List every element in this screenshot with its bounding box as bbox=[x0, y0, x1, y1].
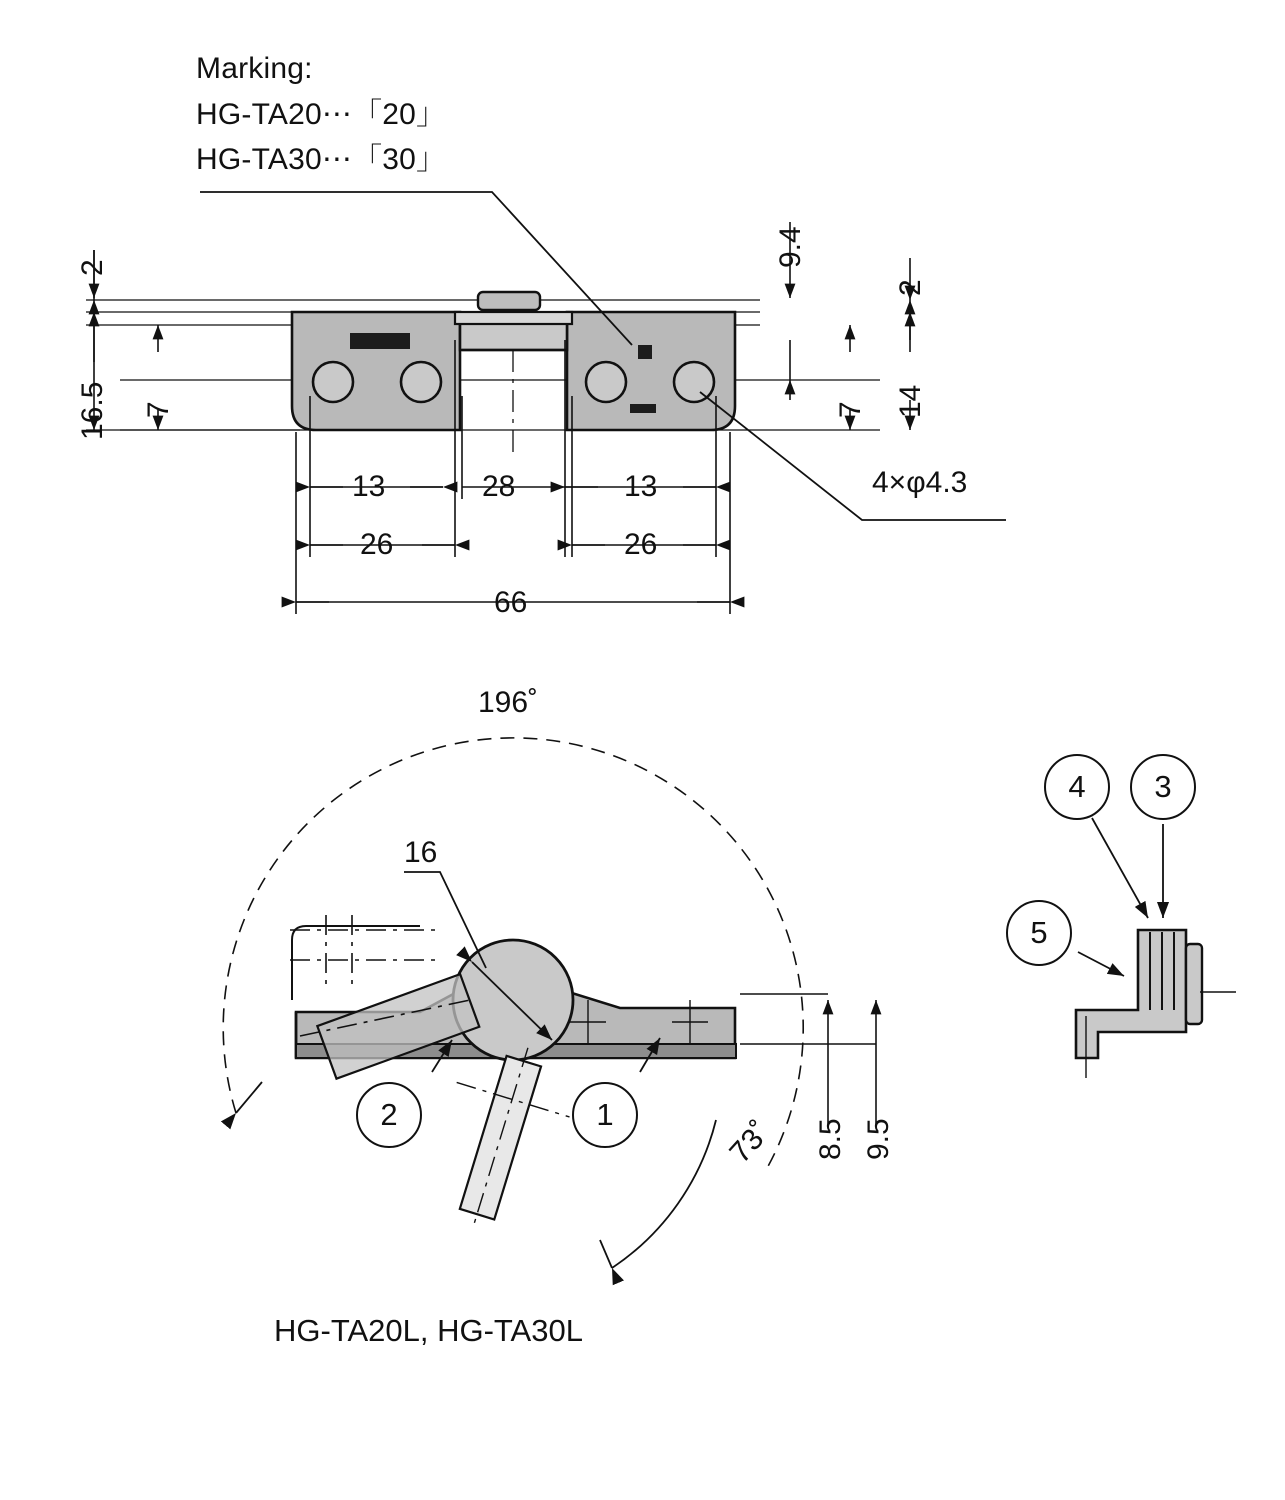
dim-16-5: 16.5 bbox=[76, 381, 109, 440]
dim-9-4: 9.4 bbox=[774, 226, 807, 268]
dim-28: 28 bbox=[482, 470, 516, 503]
marking-note-line1: Marking: bbox=[196, 52, 313, 85]
dim-66: 66 bbox=[494, 586, 528, 619]
detail-view-geometry bbox=[1076, 818, 1236, 1078]
marking-note-line2: HG-TA20⋯「20」 bbox=[196, 98, 447, 131]
dim-9-5: 9.5 bbox=[862, 1118, 895, 1160]
dim-14: 14 bbox=[894, 384, 927, 418]
balloon-5[interactable]: 5 bbox=[1006, 900, 1072, 966]
angle-close-label: 73˚ bbox=[723, 1115, 778, 1170]
marking-note-line3: HG-TA30⋯「30」 bbox=[196, 143, 447, 176]
dim-2-right: 2 bbox=[894, 279, 927, 296]
balloon-1[interactable]: 1 bbox=[572, 1082, 638, 1148]
balloon-4[interactable]: 4 bbox=[1044, 754, 1110, 820]
dim-7-right: 7 bbox=[834, 401, 867, 418]
balloon-3[interactable]: 3 bbox=[1130, 754, 1196, 820]
dim-7-left: 7 bbox=[142, 401, 175, 418]
dim-26-left: 26 bbox=[360, 528, 394, 561]
hole-callout: 4×φ4.3 bbox=[872, 466, 968, 499]
mounting-plate-profile bbox=[1076, 930, 1186, 1058]
dim-16: 16 bbox=[404, 836, 438, 869]
drawing-caption: HG-TA20L, HG-TA30L bbox=[274, 1313, 583, 1348]
dim-13-right: 13 bbox=[624, 470, 658, 503]
hinge-cup bbox=[453, 940, 573, 1060]
balloon-2[interactable]: 2 bbox=[356, 1082, 422, 1148]
dim-2-left: 2 bbox=[76, 259, 109, 276]
angle-open-label: 196˚ bbox=[478, 686, 539, 719]
dim-13-left: 13 bbox=[352, 470, 386, 503]
dim-8-5: 8.5 bbox=[814, 1118, 847, 1160]
dim-26-right: 26 bbox=[624, 528, 658, 561]
section-view-geometry bbox=[223, 738, 876, 1268]
